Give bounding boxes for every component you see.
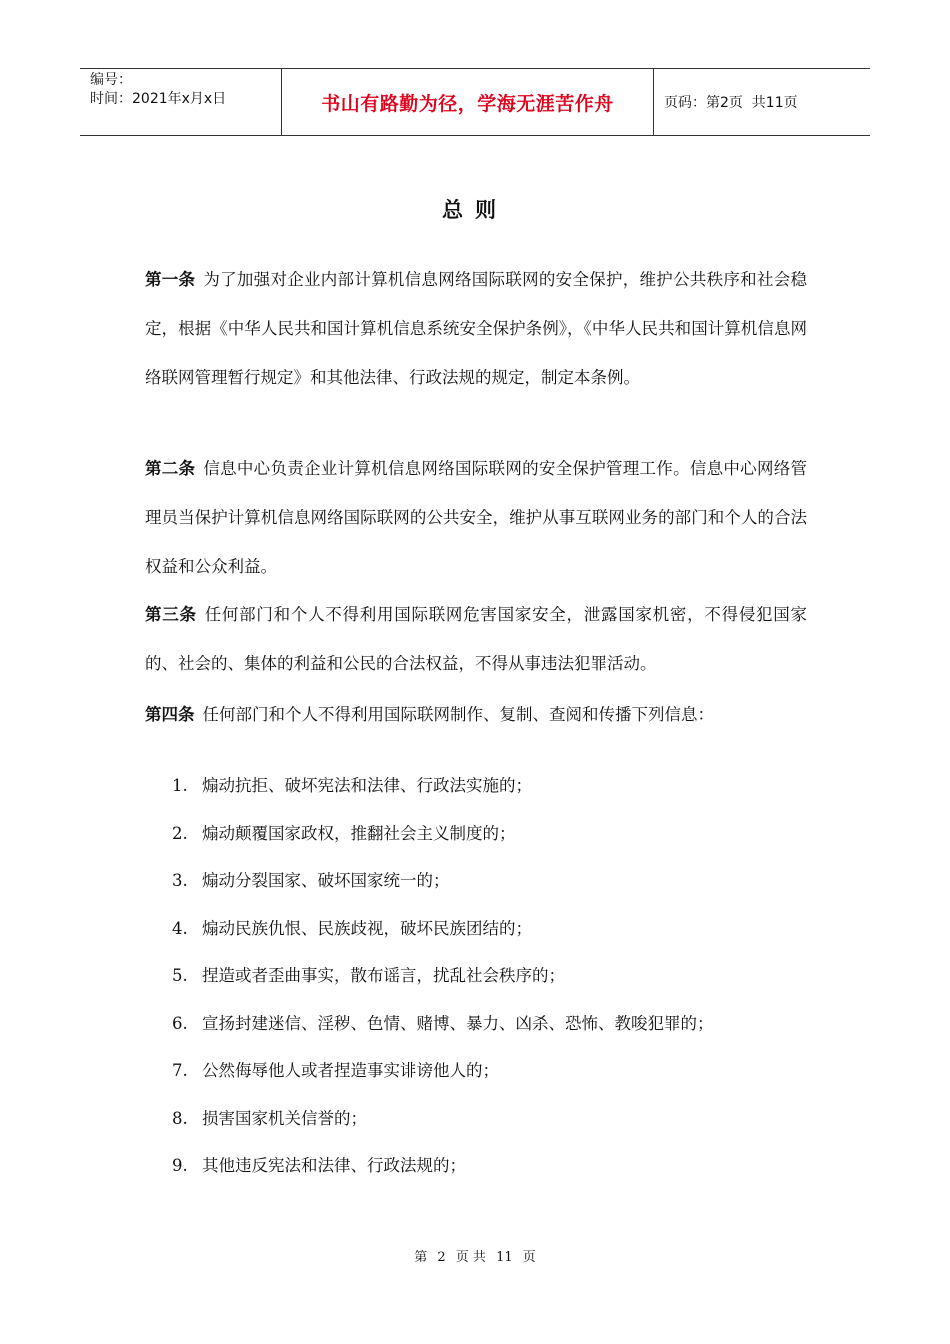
list-text: 煽动抗拒、破坏宪法和法律、行政法实施的； [202, 776, 532, 795]
header-meta-cell [80, 69, 282, 135]
article-label: 第一条 [145, 270, 196, 289]
footer-mid: 页 共 [455, 1250, 486, 1265]
list-number: 3. [172, 871, 188, 890]
list-text: 煽动颠覆国家政权，推翻社会主义制度的； [202, 823, 516, 843]
list-number: 5. [172, 966, 188, 985]
list-text: 其他违反宪法和法律、行政法规的； [202, 1156, 466, 1175]
article-1 [145, 255, 807, 402]
list-item [172, 1047, 812, 1095]
article-text: 任何部门和个人不得利用国际联网危害国家安全，泄露国家机密，不得侵犯国家的、社会的、集体的利益和公民的合法权益，不得从事违法犯罪活动。 [145, 605, 808, 673]
header-table [80, 68, 870, 136]
list-number: 2. [172, 823, 188, 843]
motto-cell [282, 69, 654, 135]
list-number: 8. [172, 1108, 188, 1128]
page-footer [0, 1246, 950, 1265]
list-number: 6. [172, 1013, 188, 1033]
list-item [172, 810, 812, 858]
list-item [172, 857, 812, 905]
page-info-text: 页码：第2页 共11页 [664, 95, 798, 111]
article-label: 第二条 [145, 459, 196, 478]
article-text: 为了加强对企业内部计算机信息网络国际联网的安全保护，维护公共秩序和社会稳定，根据《中华人民共和国计算机信息系统安全保护条例》，《中华人民共和国计算机信息网络联网管理暂行规定》和其他法律、行政法规的规定，制定本条例。 [145, 270, 808, 387]
prohibited-info-list [172, 762, 812, 1190]
footer-page-number: 2 [437, 1250, 446, 1265]
article-text: 任何部门和个人不得利用国际联网制作、复制、查阅和传播下列信息： [202, 705, 714, 724]
list-number: 9. [172, 1156, 188, 1175]
footer-prefix: 第 [414, 1250, 428, 1265]
article-2 [145, 444, 807, 591]
motto-text: 书山有路勤为径，学海无涯苦作舟 [321, 92, 614, 115]
article-label: 第四条 [145, 705, 195, 724]
list-item [172, 1000, 812, 1048]
list-number: 1. [172, 776, 188, 795]
list-item [172, 905, 812, 953]
list-number: 7. [172, 1061, 188, 1080]
footer-total-pages: 11 [496, 1250, 513, 1265]
article-3 [145, 590, 807, 688]
article-label: 第三条 [145, 605, 197, 624]
list-number: 4. [172, 918, 188, 938]
time-label: 时间：2021年x月x日 [90, 91, 227, 107]
page-title: 总则 [442, 198, 508, 222]
list-text: 煽动民族仇恨、民族歧视，破坏民族团结的； [202, 918, 532, 938]
list-text: 煽动分裂国家、破坏国家统一的； [202, 871, 450, 890]
page-info-cell [654, 69, 870, 135]
list-text: 宣扬封建迷信、淫秽、色情、赌博、暴力、凶杀、恐怖、教唆犯罪的； [202, 1013, 714, 1033]
footer-suffix: 页 [522, 1250, 536, 1265]
list-item [172, 1142, 812, 1190]
article-text: 信息中心负责企业计算机信息网络国际联网的安全保护管理工作。信息中心网络管理员当保护计算机信息网络国际联网的公共安全，维护从事互联网业务的部门和个人的合法权益和公众利益。 [145, 459, 808, 576]
list-item [172, 762, 812, 810]
list-text: 公然侮辱他人或者捏造事实诽谤他人的； [202, 1061, 499, 1080]
list-text: 损害国家机关信誉的； [202, 1108, 367, 1128]
article-4 [145, 690, 807, 739]
list-item [172, 952, 812, 1000]
number-label: 编号： [90, 72, 132, 88]
list-item [172, 1095, 812, 1143]
list-text: 捏造或者歪曲事实，散布谣言，扰乱社会秩序的； [202, 966, 565, 985]
